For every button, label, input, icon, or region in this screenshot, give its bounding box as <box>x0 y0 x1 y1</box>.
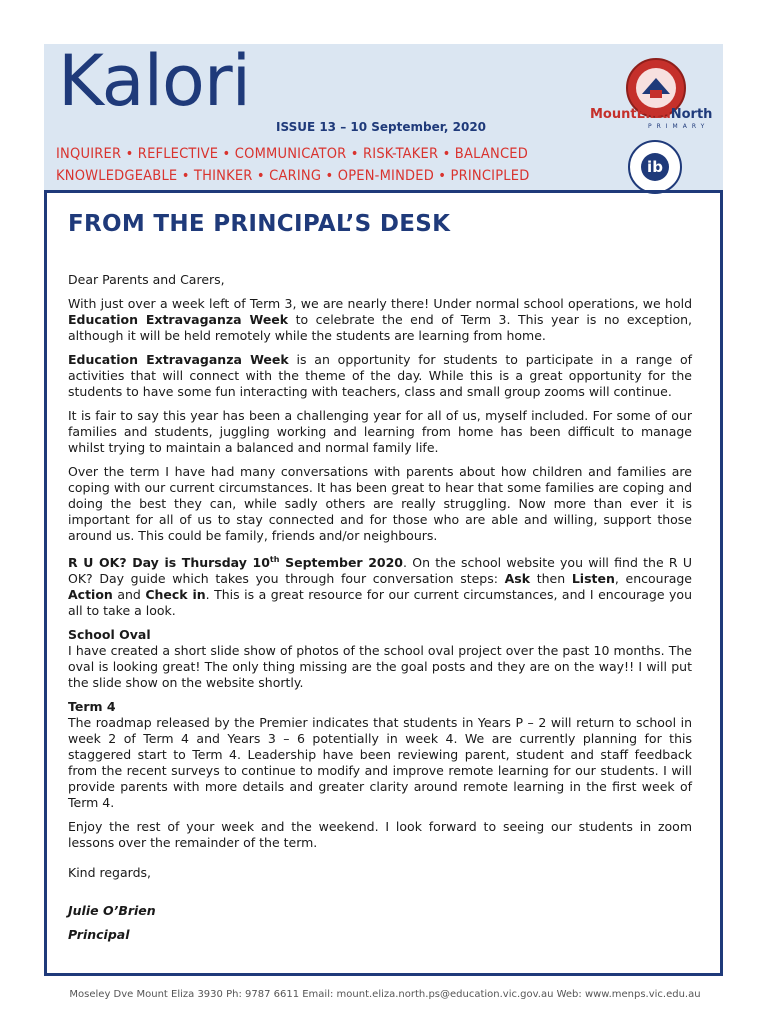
p5-bold-b: September 2020 <box>279 555 404 571</box>
school-name <box>590 107 712 122</box>
p1-bold: Education Extravaganza Week <box>68 312 289 327</box>
p1-text-a: With just over a week left of Term 3, we are nearly there! Under normal school operations, we hold <box>68 296 692 311</box>
school-name-part-b: North <box>670 107 713 122</box>
masthead <box>44 40 723 192</box>
paragraph-1 <box>68 296 692 344</box>
letter-body <box>68 272 692 951</box>
paragraph-2 <box>68 352 692 400</box>
traits-line-1: INQUIRER • REFLECTIVE • COMMUNICATOR • RISK-TAKER • BALANCED <box>56 146 528 162</box>
issue-date: ISSUE 13 – 10 September, 2020 <box>276 120 487 134</box>
sign-off: Kind regards, <box>68 865 151 881</box>
traits-line-2: KNOWLEDGEABLE • THINKER • CARING • OPEN-MINDED • PRINCIPLED <box>56 168 530 184</box>
ib-mark: ib <box>641 153 669 181</box>
paragraph-5 <box>68 552 692 619</box>
page-title: FROM THE PRINCIPAL’S DESK <box>68 211 451 237</box>
term4-paragraph: The roadmap released by the Premier indicates that students in Years P – 2 will return to school in week 2 of Term 4 and Years 3 – 6 potentially in week 4. We are currently planning for this staggered start to Term 4. Leadership have been reviewing parent, student and staff feedback from the recent surveys to continue to modify and improve remote learning for our students. I will provide parents with more details and greater clarity around remote learning in the first week of Term 4. <box>68 715 692 811</box>
p5-text-c: . On the school website you will find the R U OK? Day guide which takes you through four conversation steps: <box>68 555 692 587</box>
greeting: Dear Parents and Carers, <box>68 272 225 287</box>
oval-heading: School Oval <box>68 627 151 643</box>
p2-text: is an opportunity for students to participate in a range of activities that will connect with the theme of the day. While this is a great opportunity for the students to have some fun interacting with teachers, class and small group zooms will continue. <box>68 352 693 399</box>
p5-action: Action <box>68 587 113 603</box>
p1-text-b: to celebrate the end of Term 3. This year is no exception, although it will be held remotely while the students are learning from home. <box>68 312 692 343</box>
p5-text-i: and <box>112 587 146 603</box>
p2-bold: Education Extravaganza Week <box>68 352 289 367</box>
paragraph-4: Over the term I have had many conversations with parents about how children and families are coping with our current circumstances. It has been great to hear that some families are coping and doing the best they can, while sadly others are really struggling. Now more than ever it is important for all of us to stay connected and for those who are able and willing, support those around us. This could be family, friends and/or neighbours. <box>68 464 692 543</box>
closing-paragraph: Enjoy the rest of your week and the weekend. I look forward to seeing our students in zoom lessons over the remainder of the term. <box>68 819 692 851</box>
p5-listen: Listen <box>571 571 615 587</box>
ib-world-school-logo <box>628 140 682 194</box>
paragraph-3: It is fair to say this year has been a challenging year for all of us, myself included. For some of our families and students, juggling working and learning from home has been difficult to manage whilst trying to maintain a balanced and normal family life. <box>68 408 692 455</box>
p5-bold-a: R U OK? Day is Thursday 10 <box>68 555 270 571</box>
p5-checkin: Check in <box>145 587 206 603</box>
footer-contact: Moseley Dve Mount Eliza 3930 Ph: 9787 6611 Email: mount.eliza.north.ps@education.vic.gov.au Web: www.menps.vic.edu.au <box>69 989 701 1000</box>
school-name-part-a: MountEliza <box>590 107 671 122</box>
p5-text-k: . This is a great resource for our current circumstances, and I encourage you all to take a look. <box>68 587 692 619</box>
p5-text-g: , encourage <box>614 571 692 587</box>
school-subtitle: PRIMARY <box>648 123 710 130</box>
oval-paragraph: I have created a short slide show of photos of the school oval project over the past 10 months. The oval is looking great! The only thing missing are the goal posts and they are on the way!! I will put the slide show on the website shortly. <box>68 643 692 691</box>
term4-heading: Term 4 <box>68 699 116 715</box>
p5-sup: th <box>269 555 280 564</box>
signature-title: Principal <box>68 927 130 943</box>
newsletter-title: Kalori <box>58 40 251 122</box>
p5-text-e: then <box>530 571 572 587</box>
p5-ask: Ask <box>504 571 531 587</box>
signature-name: Julie O’Brien <box>68 903 156 919</box>
